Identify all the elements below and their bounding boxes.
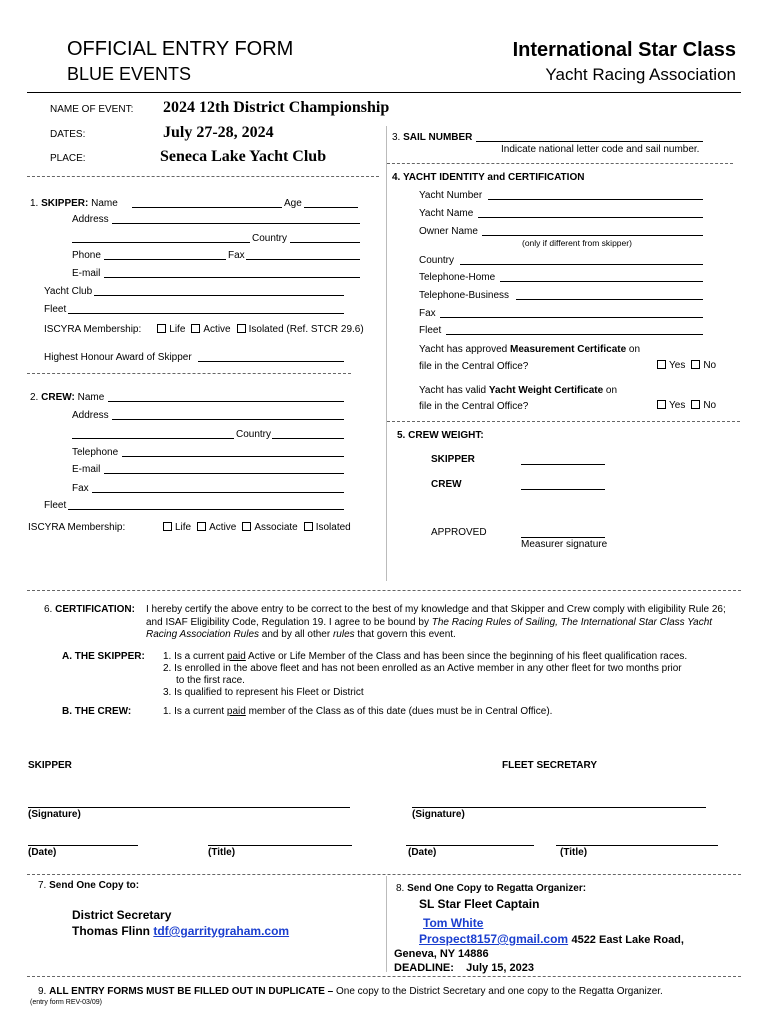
certification-text-1: I hereby certify the above entry to be correct to the best of my knowledge and that Skipper and Crew comply with eligibility Rule 26; [146, 604, 726, 615]
skipper-phone-label: Phone [72, 250, 101, 261]
crew-country-label: Country [236, 429, 272, 440]
tel-business-label: Telephone-Business [419, 290, 510, 301]
skipper-address-field[interactable] [112, 223, 360, 224]
cw-crew-field[interactable] [521, 489, 605, 490]
skipper-membership: ISCYRA Membership: Life Active Isolated (Ref. STCR 29.6) [44, 324, 364, 335]
thomas-flinn: Thomas Flinn [72, 924, 154, 938]
skipper-email-label: E-mail [72, 268, 101, 279]
sail-number-label: SAIL NUMBER [403, 132, 473, 143]
sig-fleet-secretary-heading: FLEET SECRETARY [502, 760, 598, 771]
divider [27, 874, 741, 875]
divider [27, 976, 741, 977]
org-name-2: Yacht Racing Association [545, 65, 736, 84]
sail-number-hint: Indicate national letter code and sail number. [501, 144, 700, 155]
secretary-title-field[interactable] [556, 845, 718, 846]
owner-name-label: Owner Name [419, 226, 478, 237]
crew-life-checkbox[interactable] [163, 522, 172, 531]
yacht-heading: YACHT IDENTITY and CERTIFICATION [402, 172, 585, 183]
dates-value: July 27-28, 2024 [163, 124, 274, 141]
skipper-fleet-label: Fleet [44, 304, 67, 315]
certification-heading: CERTIFICATION: [55, 604, 135, 615]
form-revision: (entry form REV-03/09) [30, 999, 102, 1006]
approved-label: APPROVED [431, 527, 487, 538]
crew-fax-label: Fax [72, 483, 89, 494]
wc-no-checkbox[interactable] [691, 400, 700, 409]
org-name: International Star Class [512, 39, 736, 61]
yacht-number-field[interactable] [488, 199, 703, 200]
cw-crew-label: CREW [431, 479, 462, 490]
owner-hint: (only if different from skipper) [522, 238, 632, 248]
regatta-organizer-heading: Send One Copy to Regatta Organizer: [407, 883, 587, 894]
yacht-fax-field[interactable] [440, 317, 703, 318]
secretary-date-field[interactable] [406, 845, 534, 846]
honour-label: Highest Honour Award of Skipper [44, 352, 192, 363]
yacht-fax-label: Fax [419, 308, 436, 319]
skipper-signature-field[interactable] [28, 807, 350, 808]
crew-telephone-label: Telephone [72, 447, 119, 458]
certification-text-2: and ISAF Eligibility Code, Regulation 19. I agree to be bound by The Racing Rules of Sailing, The International Star Class Yacht [146, 617, 713, 628]
skipper-address-label: Address [72, 214, 109, 225]
crew-associate-checkbox[interactable] [242, 522, 251, 531]
tel-business-field[interactable] [516, 299, 703, 300]
column-divider [386, 126, 387, 581]
column-divider-2 [386, 876, 387, 972]
divider [27, 373, 351, 374]
send-copy-heading: Send One Copy to: [49, 880, 140, 891]
crew-isolated-checkbox[interactable] [304, 522, 313, 531]
crew-telephone-field[interactable] [122, 456, 344, 457]
yacht-club-label: Yacht Club [44, 286, 93, 297]
skipper-fleet-field[interactable] [68, 313, 344, 314]
skipper-fax-field[interactable] [246, 259, 360, 260]
crew-heading: CREW: [41, 392, 75, 403]
certification-text-3: Racing Association Rules and by all other rules that govern this event. [146, 629, 456, 640]
dates-label: DATES: [50, 129, 86, 140]
thomas-email-link[interactable]: tdf@garritygraham.com [153, 924, 290, 938]
footer-note: 9. ALL ENTRY FORMS MUST BE FILLED OUT IN DUPLICATE – One copy to the District Secretary and one copy to the Regatta Organizer. [38, 986, 663, 997]
yacht-club-field[interactable] [94, 295, 344, 296]
event-name-label: NAME OF EVENT: [50, 104, 134, 115]
crew-email-label: E-mail [72, 464, 101, 475]
yacht-fleet-label: Fleet [419, 325, 442, 336]
skipper-age-field[interactable] [304, 207, 358, 208]
crew-weight-heading: CREW WEIGHT: [408, 430, 484, 441]
cert-skipper-label: A. THE SKIPPER: [62, 651, 145, 662]
sig-skipper-heading: SKIPPER [28, 760, 72, 771]
tom-email-link[interactable]: Prospect8157@gmail.com [419, 932, 569, 946]
skipper-title-field[interactable] [208, 845, 352, 846]
cert-crew-label: B. THE CREW: [62, 706, 132, 717]
skipper-heading: SKIPPER: [41, 198, 89, 209]
measurer-signature-field[interactable] [521, 537, 605, 538]
weight-cert-question: Yacht has valid Yacht Weight Certificate on [419, 385, 618, 396]
crew-address-label: Address [72, 410, 109, 421]
skipper-name-field[interactable] [132, 207, 282, 208]
honour-field[interactable] [198, 361, 344, 362]
crew-address-field[interactable] [112, 419, 344, 420]
tel-home-field[interactable] [500, 281, 703, 282]
skipper-date-field[interactable] [28, 845, 138, 846]
crew-active-checkbox[interactable] [197, 522, 206, 531]
yacht-name-label: Yacht Name [419, 208, 474, 219]
skipper-life-checkbox[interactable] [157, 324, 166, 333]
cw-skipper-field[interactable] [521, 464, 605, 465]
district-secretary: District Secretary [72, 908, 172, 922]
skipper-fax-label: Fax [228, 250, 245, 261]
skipper-address-field-2[interactable] [72, 242, 250, 243]
form-title: OFFICIAL ENTRY FORM [67, 38, 294, 60]
crew-membership-options: Life Active Associate Isolated [157, 522, 351, 533]
form-subtitle: BLUE EVENTS [67, 64, 192, 84]
yacht-fleet-field[interactable] [446, 334, 703, 335]
divider [387, 421, 740, 422]
yacht-number-label: Yacht Number [419, 190, 483, 201]
tel-home-label: Telephone-Home [419, 272, 496, 283]
yacht-country-field[interactable] [460, 264, 703, 265]
header-divider [27, 92, 741, 93]
skipper-country-label: Country [252, 233, 288, 244]
crew-country-field[interactable] [272, 438, 344, 439]
wc-yes-checkbox[interactable] [657, 400, 666, 409]
skipper-phone-field[interactable] [104, 259, 226, 260]
divider [27, 176, 379, 177]
crew-name-field[interactable] [108, 401, 344, 402]
measurer-signature-label: Measurer signature [521, 539, 608, 550]
divider [27, 590, 741, 591]
cw-skipper-label: SKIPPER [431, 454, 475, 465]
skipper-active-checkbox[interactable] [191, 324, 200, 333]
skipper-country-field[interactable] [290, 242, 360, 243]
yacht-name-field[interactable] [478, 217, 703, 218]
measurement-cert-question: Yacht has approved Measurement Certificate on [419, 344, 641, 355]
crew-fax-field[interactable] [92, 492, 344, 493]
place-label: PLACE: [50, 153, 86, 164]
mc-no-checkbox[interactable] [691, 360, 700, 369]
tom-white-link[interactable]: Tom White [423, 916, 484, 930]
skipper-age-label: Age [284, 198, 302, 209]
crew-address-field-2[interactable] [72, 438, 234, 439]
crew-email-field[interactable] [104, 473, 344, 474]
skipper-email-field[interactable] [104, 277, 360, 278]
crew-fleet-label: Fleet [44, 500, 67, 511]
sail-number-field[interactable] [476, 141, 703, 142]
crew-membership-label: ISCYRA Membership: [28, 522, 126, 533]
divider [387, 163, 733, 164]
mc-yes-checkbox[interactable] [657, 360, 666, 369]
yacht-country-label: Country [419, 255, 455, 266]
skipper-isolated-checkbox[interactable] [237, 324, 246, 333]
event-name-value: 2024 12th District Championship [163, 99, 390, 116]
place-value: Seneca Lake Yacht Club [160, 148, 327, 165]
address-line-1: 4522 East Lake Road, [571, 934, 684, 946]
owner-name-field[interactable] [482, 235, 703, 236]
sl-fleet-captain: SL Star Fleet Captain [419, 897, 540, 911]
crew-fleet-field[interactable] [68, 509, 344, 510]
secretary-signature-field[interactable] [412, 807, 706, 808]
deadline: DEADLINE: July 15, 2023 [394, 962, 535, 974]
address-line-2: Geneva, NY 14886 [394, 948, 489, 960]
